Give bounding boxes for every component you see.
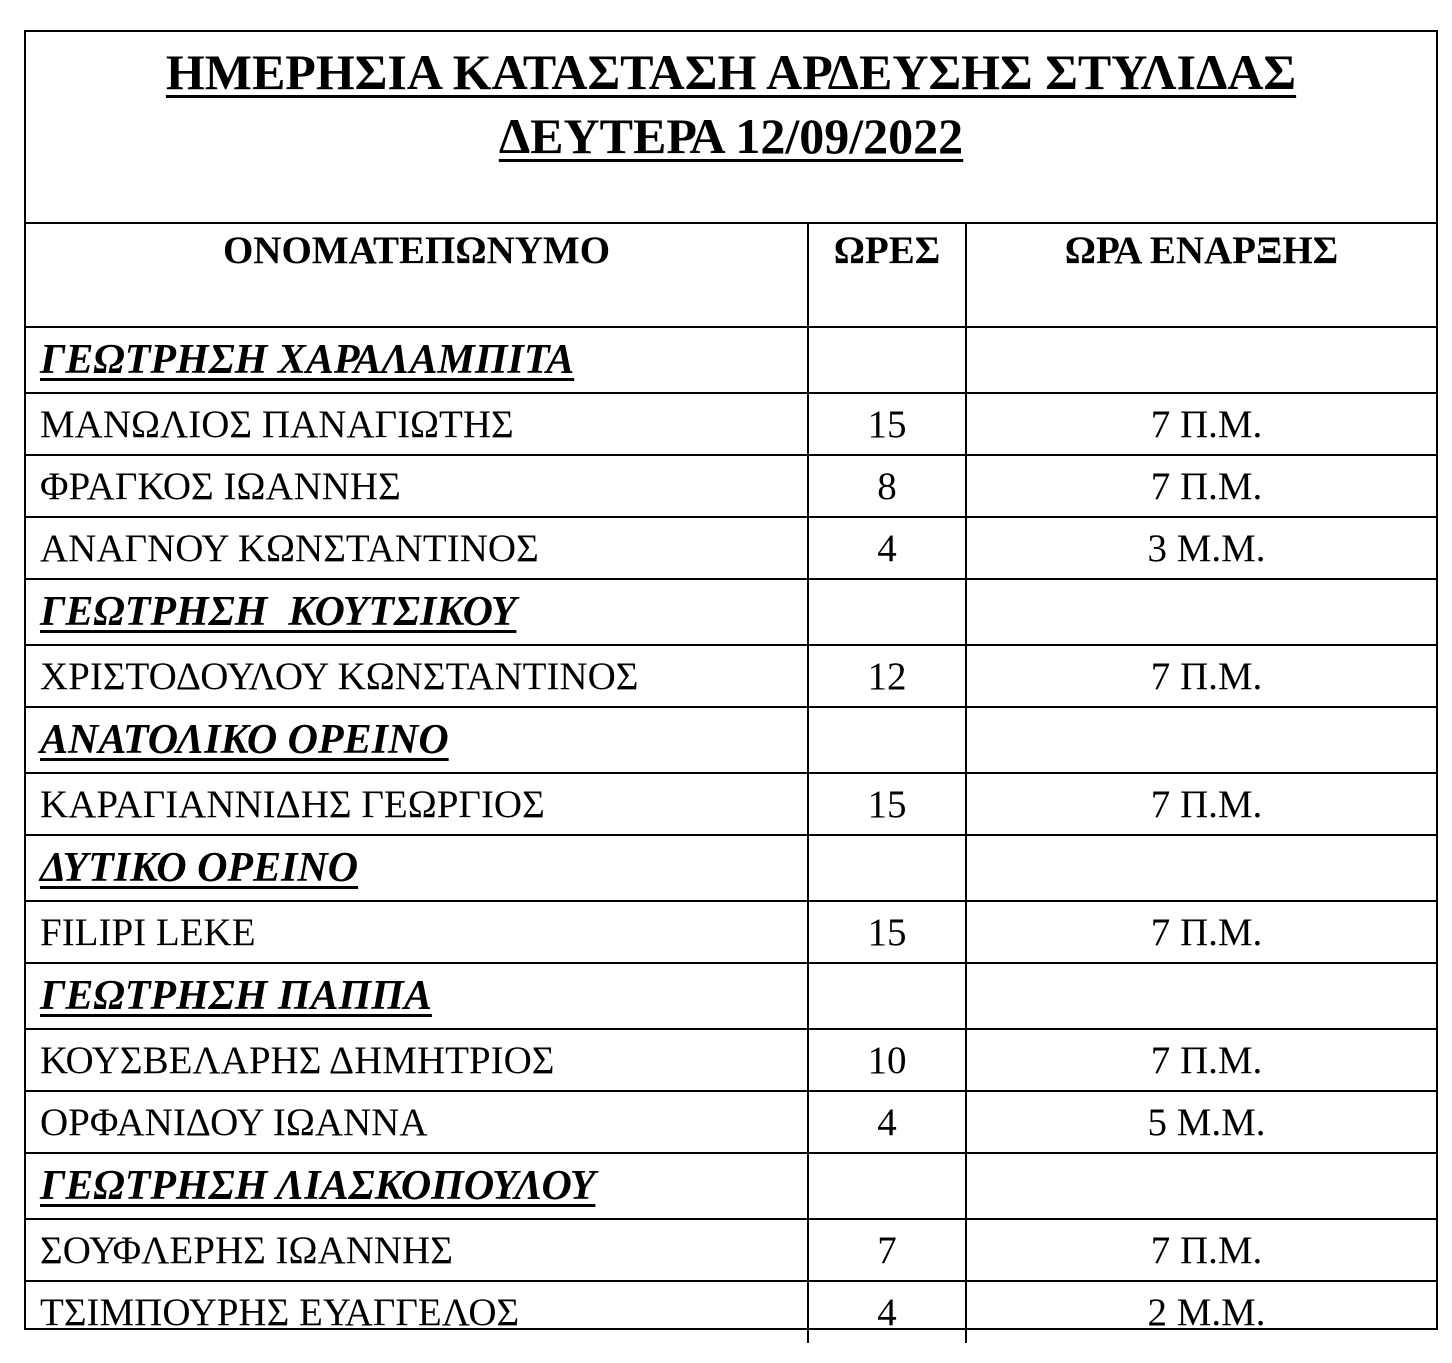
start-time-cell: 7 Π.Μ. bbox=[966, 901, 1436, 963]
person-name: ΜΑΝΩΛΙΟΣ ΠΑΝΑΓΙΩΤΗΣ bbox=[26, 393, 808, 455]
person-name: ΟΡΦΑΝΙΔΟΥ ΙΩΑΝΝΑ bbox=[26, 1091, 808, 1153]
person-name: ΑΝΑΓΝΟΥ ΚΩΝΣΤΑΝΤΙΝΟΣ bbox=[26, 517, 808, 579]
table-row bbox=[26, 455, 1436, 517]
header-row bbox=[26, 224, 1436, 327]
section-name: ΓΕΩΤΡΗΣΗ ΠΑΠΠΑ bbox=[26, 963, 808, 1029]
start-time-cell bbox=[966, 707, 1436, 773]
person-name: ΣΟΥΦΛΕΡΗΣ ΙΩΑΝΝΗΣ bbox=[26, 1219, 808, 1281]
schedule-body bbox=[26, 327, 1436, 1343]
document-date: ΔΕΥΤΕΡΑ 12/09/2022 bbox=[498, 108, 964, 164]
table-row bbox=[26, 393, 1436, 455]
table-row bbox=[26, 1029, 1436, 1091]
hours-cell: 12 bbox=[808, 645, 966, 707]
hours-cell: 4 bbox=[808, 517, 966, 579]
start-time-cell bbox=[966, 327, 1436, 393]
person-name: ΚΟΥΣΒΕΛΑΡΗΣ ΔΗΜΗΤΡΙΟΣ bbox=[26, 1029, 808, 1091]
section-row bbox=[26, 963, 1436, 1029]
document-title: ΗΜΕΡΗΣΙΑ ΚΑΤΑΣΤΑΣΗ ΑΡΔΕΥΣΗΣ ΣΤΥΛΙΔΑΣ bbox=[165, 44, 1297, 100]
section-row bbox=[26, 1153, 1436, 1219]
section-row bbox=[26, 835, 1436, 901]
schedule-table bbox=[26, 224, 1436, 1343]
hours-cell: 4 bbox=[808, 1281, 966, 1343]
start-time-cell bbox=[966, 579, 1436, 645]
hours-cell: 4 bbox=[808, 1091, 966, 1153]
table-row bbox=[26, 517, 1436, 579]
table-row bbox=[26, 773, 1436, 835]
hours-cell: 7 bbox=[808, 1219, 966, 1281]
start-time-cell: 2 Μ.Μ. bbox=[966, 1281, 1436, 1343]
section-row bbox=[26, 327, 1436, 393]
start-time-cell: 5 Μ.Μ. bbox=[966, 1091, 1436, 1153]
section-row bbox=[26, 707, 1436, 773]
hours-cell bbox=[808, 327, 966, 393]
table-row bbox=[26, 1091, 1436, 1153]
person-name: ΤΣΙΜΠΟΥΡΗΣ ΕΥΑΓΓΕΛΟΣ bbox=[26, 1281, 808, 1343]
start-time-cell bbox=[966, 1153, 1436, 1219]
section-name: ΑΝΑΤΟΛΙΚΟ ΟΡΕΙΝΟ bbox=[26, 707, 808, 773]
start-time-cell bbox=[966, 963, 1436, 1029]
start-time-cell: 3 Μ.Μ. bbox=[966, 517, 1436, 579]
irrigation-schedule-sheet bbox=[24, 30, 1438, 1334]
hours-cell: 15 bbox=[808, 773, 966, 835]
table-row bbox=[26, 901, 1436, 963]
start-time-cell: 7 Π.Μ. bbox=[966, 645, 1436, 707]
section-row bbox=[26, 579, 1436, 645]
start-time-cell: 7 Π.Μ. bbox=[966, 1029, 1436, 1091]
hours-cell: 8 bbox=[808, 455, 966, 517]
table-row bbox=[26, 1219, 1436, 1281]
hours-cell bbox=[808, 963, 966, 1029]
section-name: ΓΕΩΤΡΗΣΗ ΚΟΥΤΣΙΚΟΥ bbox=[26, 579, 808, 645]
section-name: ΓΕΩΤΡΗΣΗ ΧΑΡΑΛΑΜΠΙΤΑ bbox=[26, 327, 808, 393]
hours-cell: 15 bbox=[808, 901, 966, 963]
start-time-cell: 7 Π.Μ. bbox=[966, 1219, 1436, 1281]
header-name: ΟΝΟΜΑΤΕΠΩΝΥΜΟ bbox=[26, 224, 808, 327]
section-name: ΓΕΩΤΡΗΣΗ ΛΙΑΣΚΟΠΟΥΛΟΥ bbox=[26, 1153, 808, 1219]
section-name: ΔΥΤΙΚΟ ΟΡΕΙΝΟ bbox=[26, 835, 808, 901]
header-start-time: ΩΡΑ ΕΝΑΡΞΗΣ bbox=[966, 224, 1436, 327]
hours-cell: 10 bbox=[808, 1029, 966, 1091]
hours-cell bbox=[808, 835, 966, 901]
person-name: ΚΑΡΑΓΙΑΝΝΙΔΗΣ ΓΕΩΡΓΙΟΣ bbox=[26, 773, 808, 835]
hours-cell bbox=[808, 1153, 966, 1219]
hours-cell: 15 bbox=[808, 393, 966, 455]
person-name: FILIPI LEKE bbox=[26, 901, 808, 963]
hours-cell bbox=[808, 579, 966, 645]
start-time-cell: 7 Π.Μ. bbox=[966, 455, 1436, 517]
start-time-cell: 7 Π.Μ. bbox=[966, 393, 1436, 455]
table-row bbox=[26, 645, 1436, 707]
title-block bbox=[26, 32, 1436, 224]
start-time-cell: 7 Π.Μ. bbox=[966, 773, 1436, 835]
hours-cell bbox=[808, 707, 966, 773]
header-hours: ΩΡΕΣ bbox=[808, 224, 966, 327]
person-name: ΧΡΙΣΤΟΔΟΥΛΟΥ ΚΩΝΣΤΑΝΤΙΝΟΣ bbox=[26, 645, 808, 707]
person-name: ΦΡΑΓΚΟΣ ΙΩΑΝΝΗΣ bbox=[26, 455, 808, 517]
start-time-cell bbox=[966, 835, 1436, 901]
table-row bbox=[26, 1281, 1436, 1343]
